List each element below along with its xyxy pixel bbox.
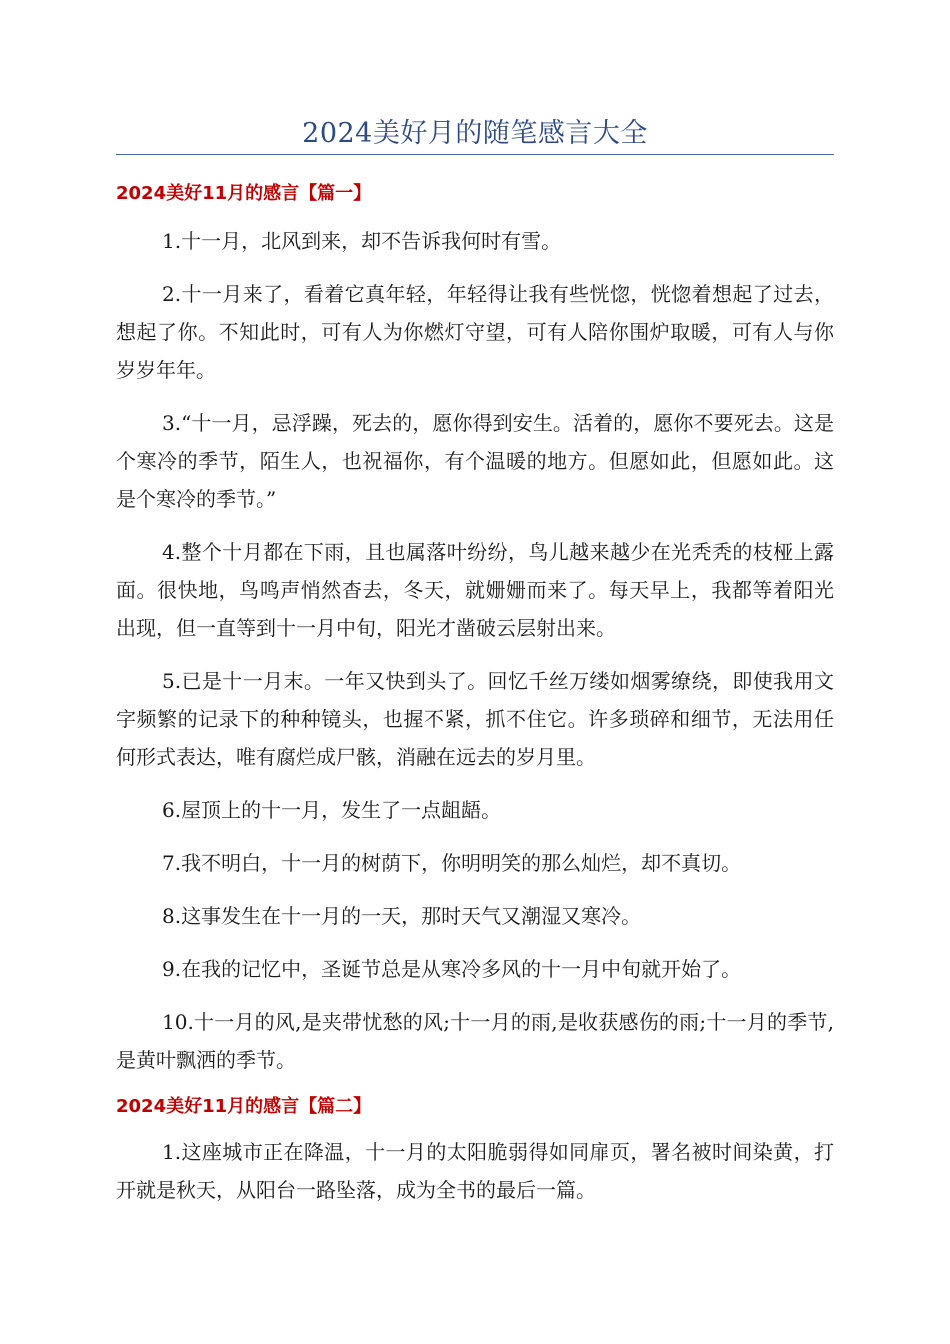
section-1-body (116, 222, 834, 1079)
document-page (116, 110, 834, 1209)
paragraph: 7.我不明白，十一月的树荫下，你明明笑的那么灿烂，却不真切。 (162, 851, 742, 875)
paragraph: 3.“十一月，忌浮躁，死去的，愿你得到安生。活着的，愿你不要死去。这是个寒冷的季节，陌生人，也祝福你，有个温暖的地方。但愿如此，但愿如此。这是个寒冷的季节。” (116, 411, 834, 511)
section-heading-1: 2024美好11月的感言【篇一】 (116, 183, 372, 204)
paragraph: 1.这座城市正在降温，十一月的太阳脆弱得如同扉页，署名被时间染黄，打开就是秋天，从阳台一路坠落，成为全书的最后一篇。 (116, 1140, 834, 1202)
paragraph: 5.已是十一月末。一年又快到头了。回忆千丝万缕如烟雾缭绕，即使我用文字频繁的记录下的种种镜头，也握不紧，抓不住它。许多琐碎和细节，无法用任何形式表达，唯有腐烂成尸骸，消融在远去的岁月里。 (116, 669, 834, 769)
section-heading-2: 2024美好11月的感言【篇二】 (116, 1096, 372, 1117)
paragraph: 4.整个十月都在下雨，且也属落叶纷纷，鸟儿越来越少在光秃秃的枝桠上露面。很快地，鸟鸣声悄然杳去，冬天，就姗姗而来了。每天早上，我都等着阳光出现，但一直等到十一月中旬，阳光才凿破云层射出来。 (116, 540, 834, 640)
paragraph: 6.屋顶上的十一月，发生了一点龃龉。 (162, 798, 502, 822)
paragraph: 1.十一月，北风到来，却不告诉我何时有雪。 (162, 229, 562, 253)
title-underline (116, 154, 834, 155)
paragraph: 8.这事发生在十一月的一天，那时天气又潮湿又寒冷。 (162, 904, 642, 928)
paragraph: 10.十一月的风,是夹带忧愁的风;十一月的雨,是收获感伤的雨;十一月的季节,是黄叶飘洒的季节。 (116, 1010, 834, 1072)
document-title: 2024美好月的随笔感言大全 (302, 118, 648, 149)
paragraph: 2.十一月来了，看着它真年轻，年轻得让我有些恍惚，恍惚着想起了过去，想起了你。不知此时，可有人为你燃灯守望，可有人陪你围炉取暖，可有人与你岁岁年年。 (116, 282, 834, 382)
paragraph: 9.在我的记忆中，圣诞节总是从寒冷多风的十一月中旬就开始了。 (162, 957, 742, 981)
section-2-body (116, 1133, 834, 1209)
